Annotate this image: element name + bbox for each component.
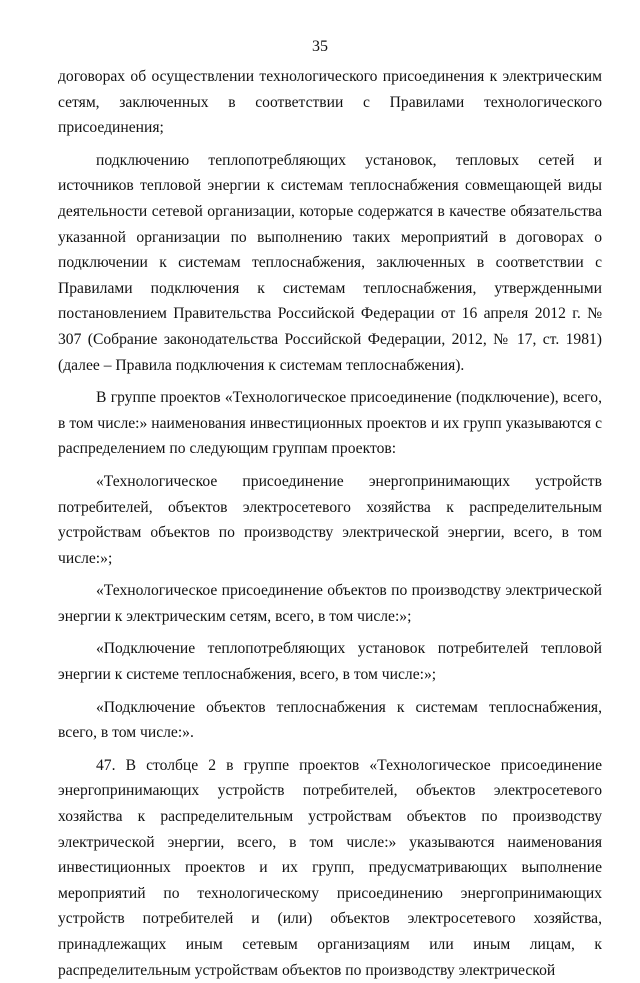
paragraph-7: «Подключение объектов теплоснабжения к системам теплоснабжения, всего, в том числе:». [58, 698, 602, 742]
document-body [58, 64, 602, 983]
page-number: 35 [312, 38, 328, 55]
paragraph-2: подключению теплопотребляющих установок, тепловых сетей и источников тепловой энергии к системам теплоснабжения совмещающей виды деятельности сетевой организации, которые содержатся в качестве обязательства указанной организации по выполнению таких мероприятий в договорах о подключении к системам теплоснабжения, заключенных в соответствии с Правилами подключения к системам теплоснабжения, утвержденными постановлением Правительства Российской Федерации от 16 апреля 2012 г. № 307 (Собрание законодательства Российской Федерации, 2012, № 17, ст. 1981) (далее – Правила подключения к системам теплоснабжения). [58, 151, 602, 374]
paragraph-6: «Подключение теплопотребляющих установок потребителей тепловой энергии к системе теплоснабжения, всего, в том числе:»; [58, 640, 602, 684]
paragraph-5: «Технологическое присоединение объектов по производству электрической энергии к электрическим сетям, всего, в том числе:»; [58, 582, 602, 625]
paragraph-3: В группе проектов «Технологическое присоединение (подключение), всего, в том числе:» наименования инвестиционных проектов и их групп указываются с распределением по следующим группам проектов: [58, 389, 602, 458]
paragraph-1: договорах об осуществлении технологического присоединения к электрическим сетям, заключенных в соответствии с Правилами технологического присоединения; [58, 68, 602, 137]
paragraph-8: 47. В столбце 2 в группе проектов «Технологическое присоединение энергопринимающих устройств потребителей, объектов электросетевого хозяйства к распределительным устройствам объектов по производству электрической энергии, всего, в том числе:» указываются наименования инвестиционных проектов и их групп, предусматривающих выполнение мероприятий по технологическому присоединению энергопринимающих устройств потребителей и (или) объектов электросетевого хозяйства, принадлежащих иным сетевым организациям или иным лицам, к распределительным устройствам объектов по производству электрической [58, 756, 602, 979]
paragraph-4: «Технологическое присоединение энергопринимающих устройств потребителей, объектов электросетевого хозяйства к распределительным устройствам объектов по производству электрической энергии, всего, в том числе:»; [58, 472, 602, 567]
